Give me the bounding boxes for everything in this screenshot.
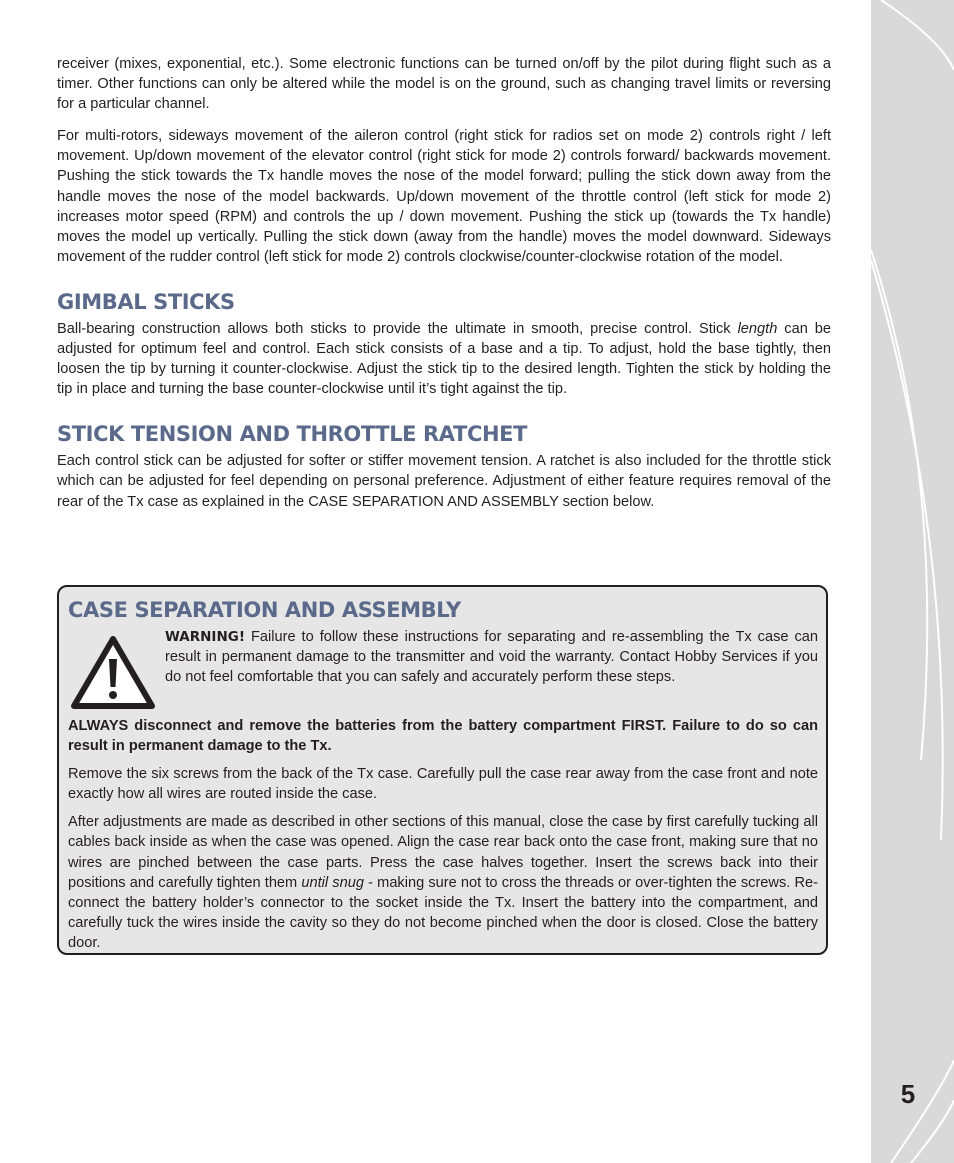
paragraph-gimbal: [57, 319, 831, 399]
reassembly-paragraph: [68, 812, 818, 953]
heading-gimbal-sticks: GIMBAL STICKS: [57, 289, 235, 314]
paragraph-tension: Each control stick can be adjusted for softer or stiffer movement tension. A ratchet is also included for the throttle stick which can be adjusted for feel depending on personal preference. Adjustment of either feature requires removal of the rear of the Tx case as explained in the CASE SEPARATION AND ASSEMBLY section below.: [57, 453, 831, 510]
page-number: 5: [900, 1079, 916, 1109]
paragraph-receiver: receiver (mixes, exponential, etc.). Some electronic functions can be turned on/off by the pilot during flight such as a timer. Other functions can only be altered while the model is on the ground, such as changing travel limits or reversing for a particular channel.: [57, 56, 831, 113]
warning-row: [68, 627, 818, 711]
reassembly-text-2: - making sure not to cross the threads or over-tighten the screws. Re-connect the battery holder’s connector to the socket inside the Tx. Insert the battery into the compartment, and carefully tuck the wires inside the cavity so they do not become pinched when the door is closed. Close the battery door.: [68, 874, 818, 951]
heading-case-separation: CASE SEPARATION AND ASSEMBLY: [68, 598, 461, 622]
heading-stick-tension: STICK TENSION AND THROTTLE RATCHET: [57, 422, 528, 447]
paragraph-multirotor: For multi-rotors, sideways movement of the aileron control (right stick for radios set on mode 2) controls right / left movement. Up/down movement of the elevator control (right stick for mode 2) controls forward/ backwards movement. Pushing the stick towards the Tx handle moves the nose of the model forward; pulling the stick down away from the handle moves the nose of the model backwards. Up/down movement of the throttle control (left stick for mode 2) increases motor speed (RPM) and controls the up / down movement. Pushing the stick up (towards the Tx handle) moves the model up vertically. Pulling the stick down (away from the handle) moves the model downward. Sideways movement of the rudder control (left stick for mode 2) controls clockwise/counter-clockwise rotation of the model.: [57, 128, 831, 265]
main-content: [57, 54, 831, 512]
battery-warning-paragraph: ALWAYS disconnect and remove the batteries from the battery compartment FIRST. Failure to do so can result in permanent damage to the Tx.: [68, 718, 818, 755]
page-sidebar: [871, 0, 954, 1163]
warning-triangle-icon: [70, 635, 156, 711]
gimbal-text-1: Ball-bearing construction allows both sticks to provide the ultimate in smooth, precise control. Stick: [57, 320, 738, 337]
warning-label: WARNING!: [165, 629, 245, 645]
case-separation-box: [57, 585, 828, 955]
decorative-arcs: [871, 0, 954, 1163]
warning-paragraph: [165, 627, 818, 687]
warning-text: Failure to follow these instructions for separating and re-assembling the Tx case can result in permanent damage to the transmitter and void the warranty. Contact Hobby Services if you do not feel comfortable that you can safely and accurately perform these steps.: [165, 629, 818, 686]
remove-screws-paragraph: Remove the six screws from the back of the Tx case. Carefully pull the case rear away from the case front and note exactly how all wires are routed inside the case.: [68, 766, 818, 803]
gimbal-text-2: can be adjusted for optimum feel and control. Each stick consists of a base and a tip. To adjust, hold the base tightly, then loosen the tip by turning it counter-clockwise. Adjust the stick tip to the desired length. Tighten the stick by holding the tip in place and turning the base counter-clockwise until it’s tight against the tip.: [57, 320, 831, 398]
reassembly-italic: until snug: [301, 874, 364, 891]
reassembly-text-1: After adjustments are made as described in other sections of this manual, close the case by first carefully tucking all cables back inside as when the case was opened. Align the case rear back onto the case front, making sure that no wires are pinched between the case parts. Press the case halves together. Insert the screws back into their positions and carefully tighten them: [68, 814, 818, 891]
gimbal-italic: length: [737, 320, 778, 337]
